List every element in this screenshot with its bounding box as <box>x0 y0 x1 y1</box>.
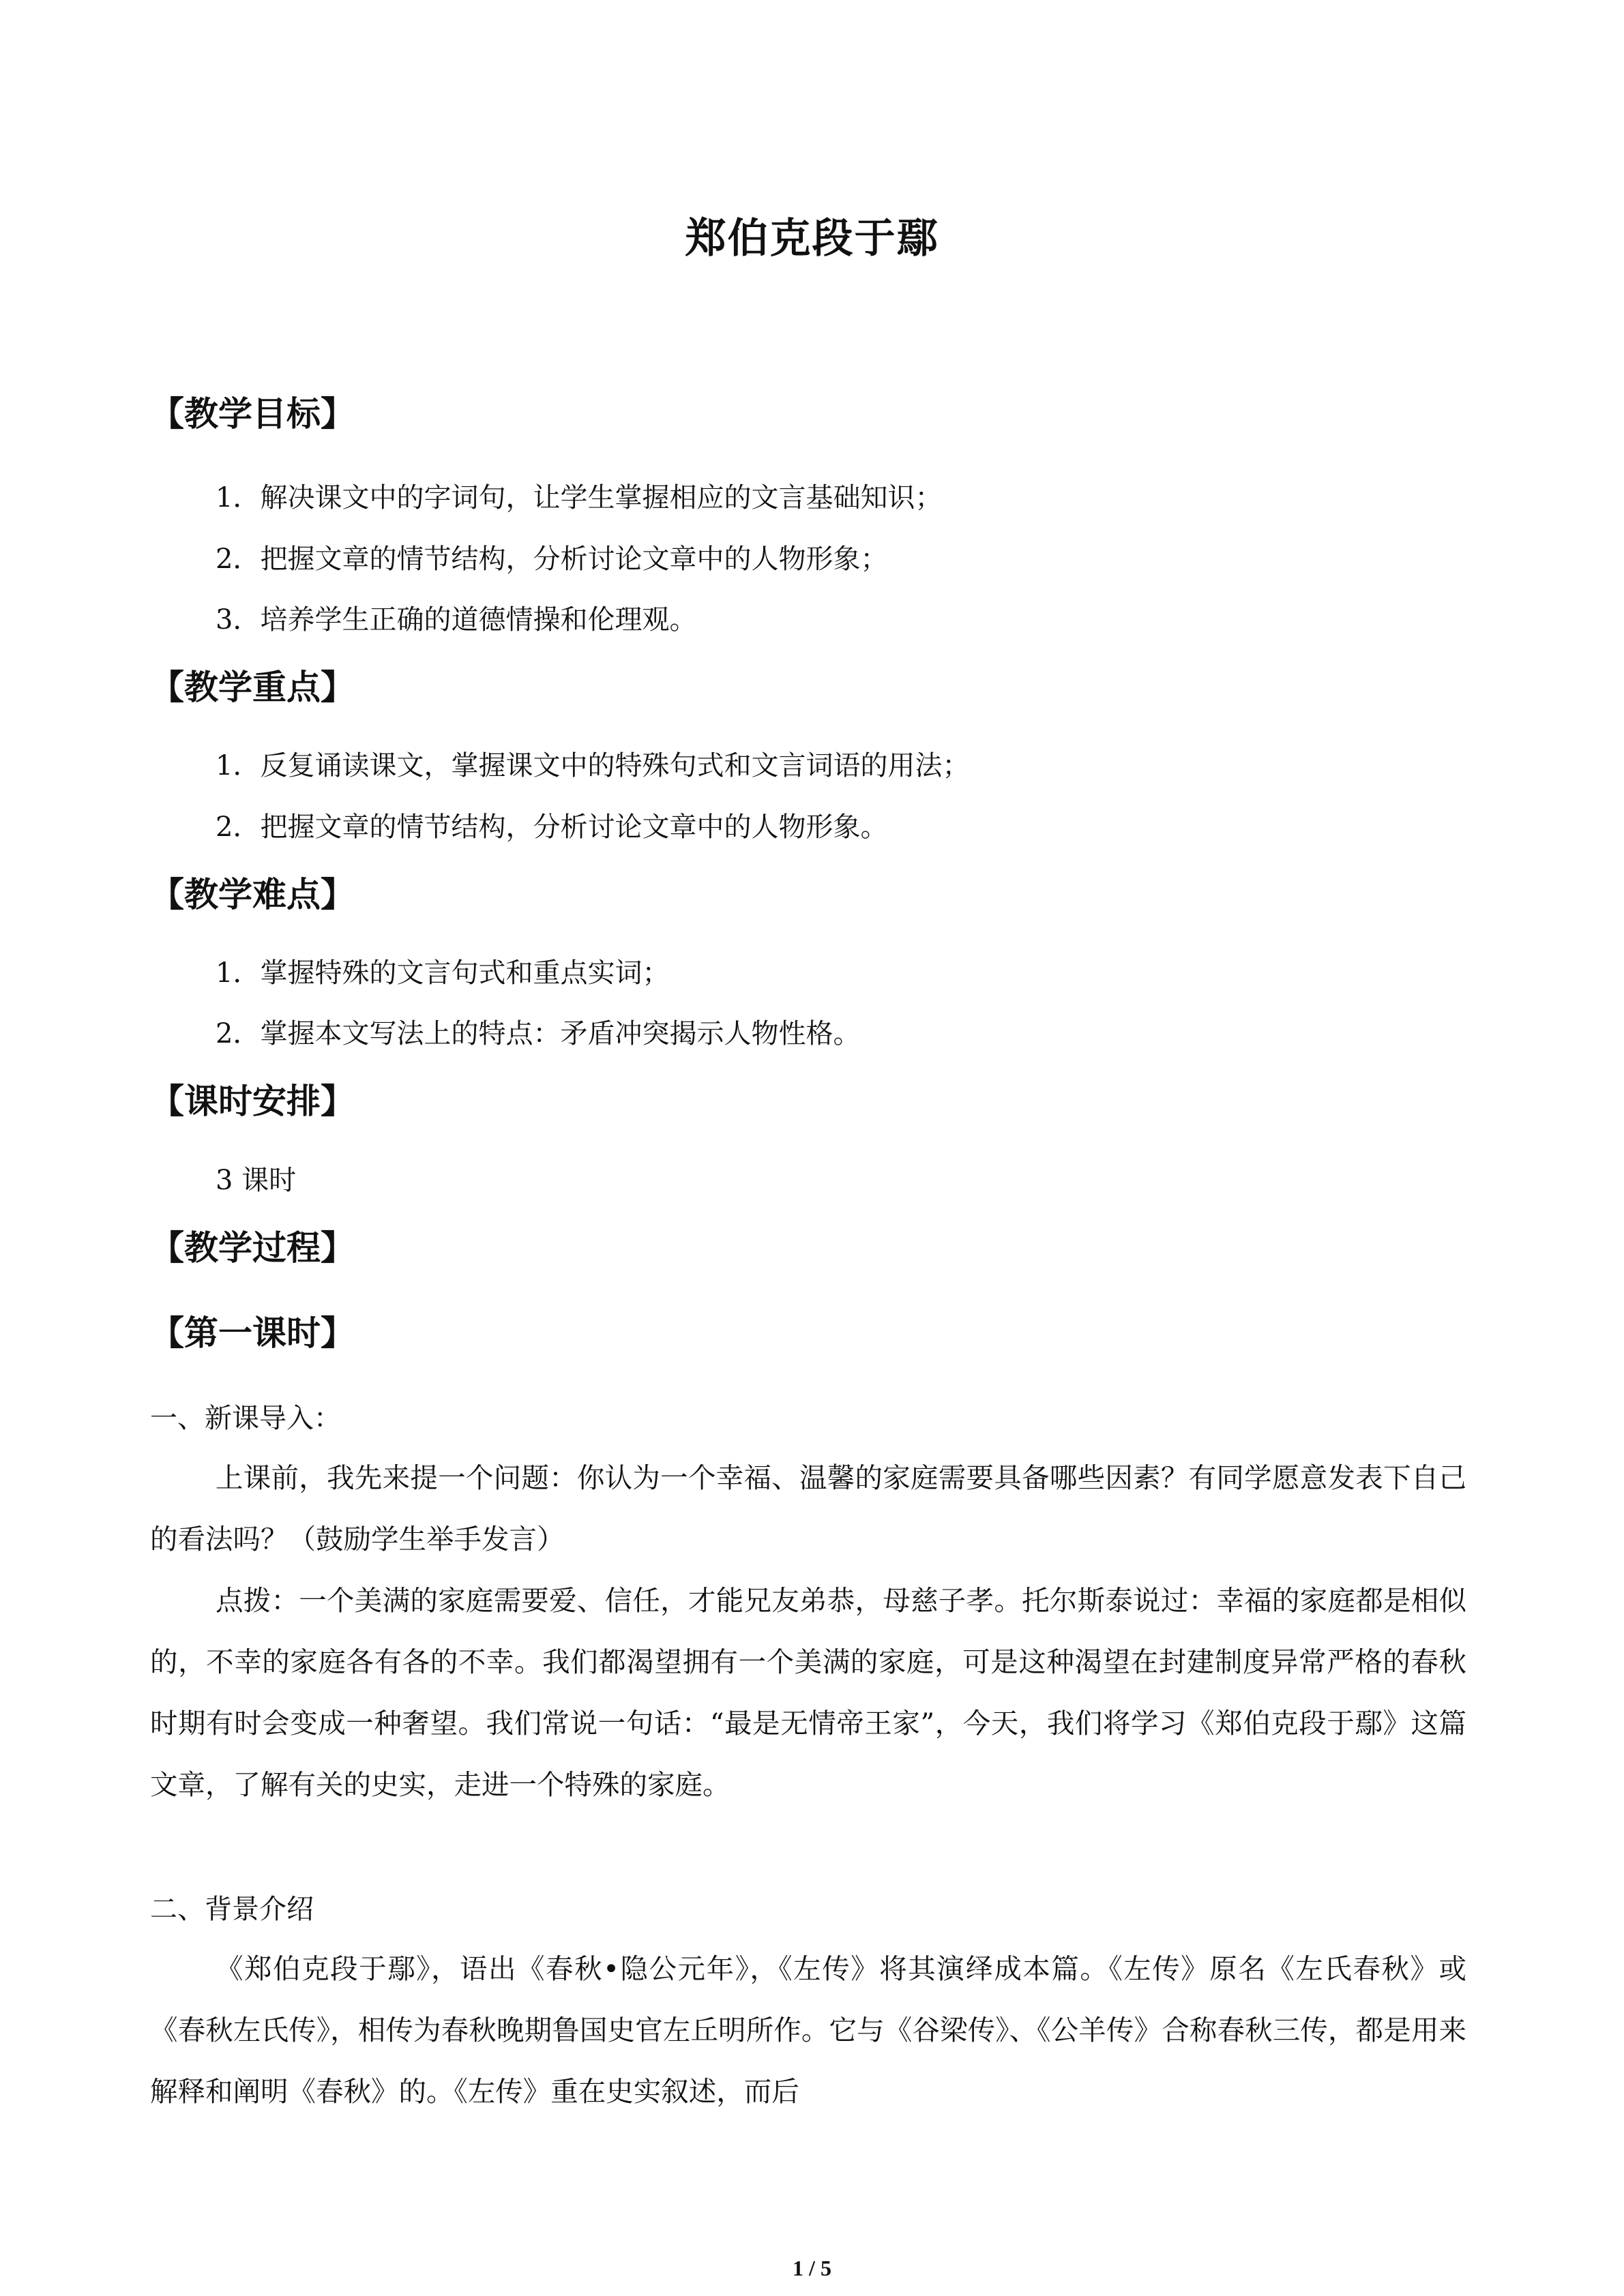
key-point-item-2: 2．把握文章的情节结构，分析讨论文章中的人物形象。 <box>216 811 888 843</box>
page-title: 郑伯克段于鄢 <box>685 215 939 263</box>
schedule-heading: 【课时安排】 <box>150 1082 355 1121</box>
objective-item-1: 1．解决课文中的字词句，让学生掌握相应的文言基础知识； <box>216 482 943 513</box>
background-paragraph: 《郑伯克段于鄢》，语出《春秋•隐公元年》，《左传》将其演绎成本篇。《左传》原名《左氏春秋》或《春秋左氏传》，相传为春秋晚期鲁国史官左丘明所作。它与《谷梁传》、《公羊传》合称春秋三传，都是用来解释和阐明《春秋》的。《左传》重在史实叙述，而后 <box>150 1952 1466 2108</box>
key-point-item-1: 1．反复诵读课文，掌握课文中的特殊句式和文言词语的用法； <box>216 750 970 781</box>
difficulty-item-2: 2．掌握本文写法上的特点：矛盾冲突揭示人物性格。 <box>216 1018 861 1049</box>
background-section-label: 二、背景介绍 <box>150 1894 314 1925</box>
process-heading: 【教学过程】 <box>150 1228 355 1268</box>
difficulty-item-1: 1．掌握特殊的文言句式和重点实词； <box>216 957 670 989</box>
intro-paragraph-1: 上课前，我先来提一个问题：你认为一个幸福、温馨的家庭需要具备哪些因素？有同学愿意发表下自己的看法吗？（鼓励学生举手发言） <box>150 1461 1466 1555</box>
difficulties-heading: 【教学难点】 <box>150 875 355 914</box>
page-number: 1 / 5 <box>793 2256 831 2280</box>
intro-section-label: 一、新课导入： <box>150 1403 341 1434</box>
schedule-value: 3 课时 <box>216 1165 297 1196</box>
key-points-heading: 【教学重点】 <box>150 668 355 707</box>
objective-item-2: 2．把握文章的情节结构，分析讨论文章中的人物形象； <box>216 543 888 575</box>
objectives-heading: 【教学目标】 <box>150 394 355 434</box>
lesson-one-heading: 【第一课时】 <box>150 1313 355 1353</box>
intro-paragraph-2: 点拨：一个美满的家庭需要爱、信任，才能兄友弟恭，母慈子孝。托尔斯泰说过：幸福的家庭都是相似的，不幸的家庭各有各的不幸。我们都渴望拥有一个美满的家庭，可是这种渴望在封建制度异常严格的春秋时期有时会变成一种奢望。我们常说一句话：“最是无情帝王家”，今天，我们将学习《郑伯克段于鄢》这篇文章，了解有关的史实，走进一个特殊的家庭。 <box>150 1584 1466 1801</box>
objective-item-3: 3．培养学生正确的道德情操和伦理观。 <box>216 604 697 636</box>
